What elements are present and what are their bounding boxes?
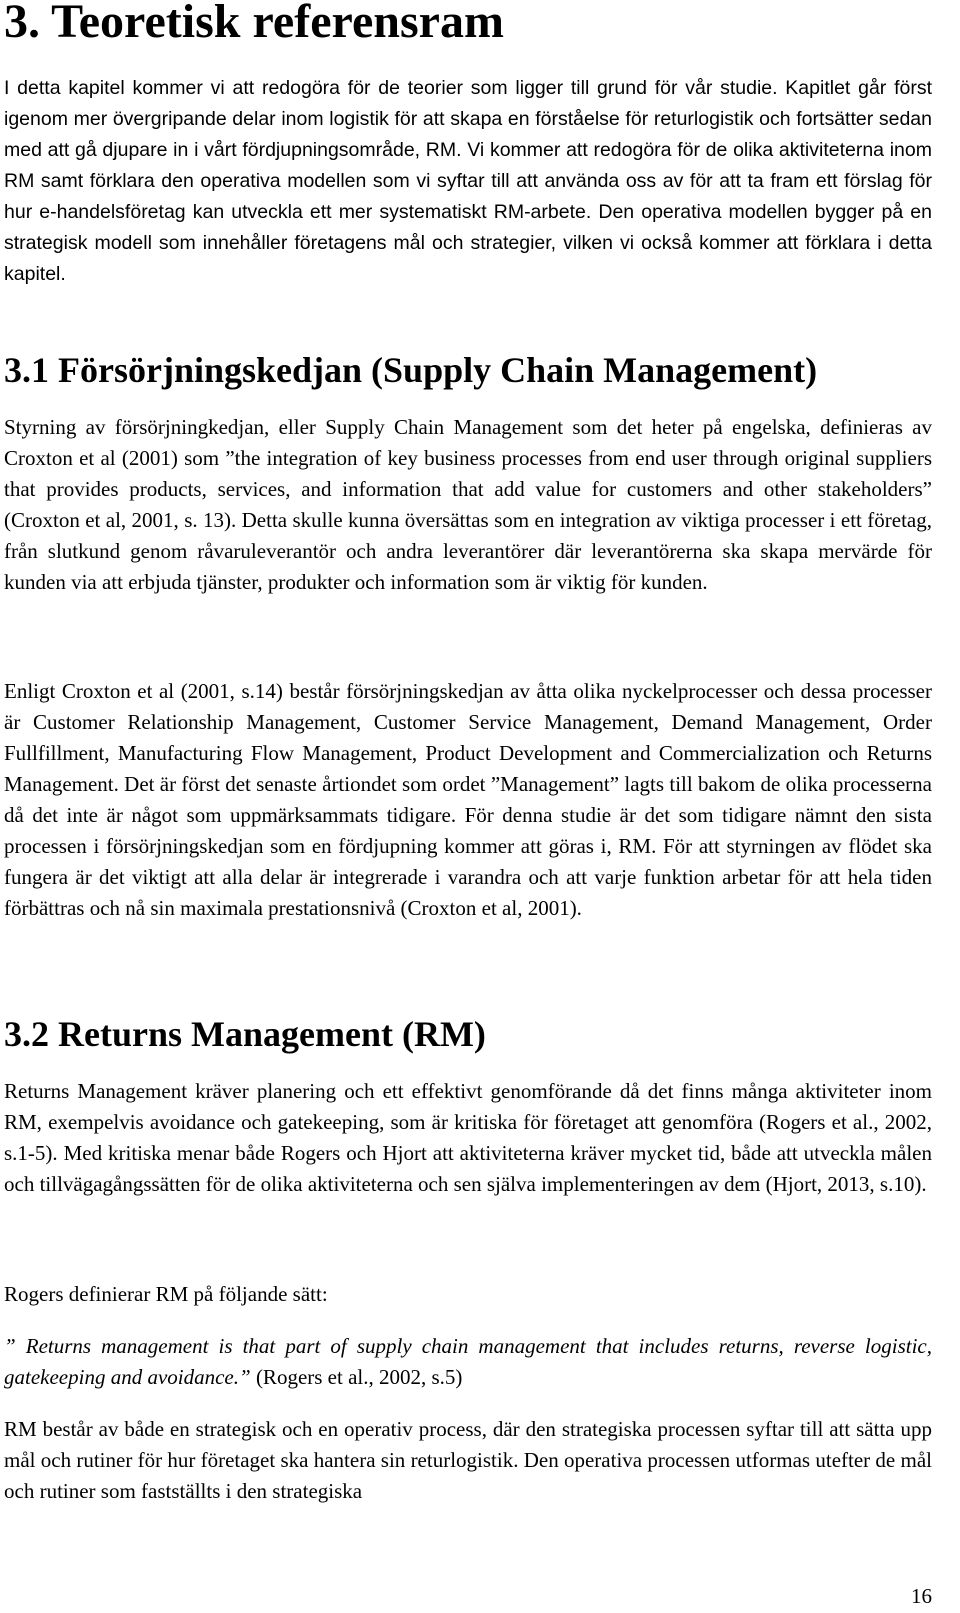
quote-text: ” Returns management is that part of supply chain management that includes returns, reverse logistic, gatekeeping and avoidance.” — [4, 1334, 932, 1389]
section-3-1-heading: 3.1 Försörjningskedjan (Supply Chain Management) — [4, 350, 818, 390]
section-3-1-paragraph-2: Enligt Croxton et al (2001, s.14) består försörjningskedjan av åtta olika nyckelprocesser och dessa processer är Customer Relationship Management, Customer Service Management, Demand Management, Order Fullfillment, Manufacturing Flow Management, Product Development and Commercialization och Returns Management. Det är först det senaste årtiondet som ordet ”Management” lagts till bakom de olika processerna då det inte är något som uppmärksammats tidigare. För denna studie är det som tidigare nämnt den sista processen i försörjningskedjan som en fördjupning kommer att göras i, RM. För att styrningen av flödet ska fungera är det viktigt att alla delar är integrerade i varandra och att varje funktion arbetar för att hela tiden förbättras och nå sin maximala prestationsnivå (Croxton et al, 2001). — [4, 679, 932, 920]
section-3-2-paragraph-3: RM består av både en strategisk och en operativ process, där den strategiska processen syftar till att sätta upp mål och rutiner för hur företaget ska hantera sin returlogistik. Den operativa processen utformas utefter de mål och rutiner som fastställts i den strategiska — [4, 1417, 932, 1503]
chapter-intro-paragraph: I detta kapitel kommer vi att redogöra för de teorier som ligger till grund för vår studie. Kapitlet går först igenom mer övergripande delar inom logistik för att skapa en förståelse för returlogistik och fortsätter sedan med att gå djupare in i vårt fördjupningsområde, RM. Vi kommer att redogöra för de olika aktiviteterna inom RM samt förklara den operativa modellen som vi syftar till att använda oss av för att ta fram ett förslag för hur e-handelsföretag kan utveckla ett mer systematiskt RM-arbete. Den operativa modellen bygger på en strategisk modell som innehåller företagens mål och strategier, vilken vi också kommer att förklara i detta kapitel. — [4, 77, 932, 285]
section-3-1-paragraph-1: Styrning av försörjningkedjan, eller Supply Chain Management som det heter på engelska, definieras av Croxton et al (2001) som ”the integration of key business processes from end user through original suppliers that provides products, services, and information that add value for customers and other stakeholders” (Croxton et al, 2001, s. 13). Detta skulle kunna översättas som en integration av viktiga processer i ett företag, från slutkund genom råvaruleverantör och andra leverantörer där leverantörerna ska skapa mervärde för kunden via att erbjuda tjänster, produkter och information som är viktig för kunden. — [4, 415, 932, 594]
chapter-title: 3. Teoretisk referensram — [4, 0, 504, 48]
rm-definition-quote — [4, 1331, 932, 1393]
section-3-2-heading: 3.2 Returns Management (RM) — [4, 1014, 486, 1054]
section-3-2-paragraph-2: Rogers definierar RM på följande sätt: — [4, 1282, 328, 1306]
quote-citation: (Rogers et al., 2002, s.5) — [250, 1365, 463, 1389]
section-3-2-paragraph-1: Returns Management kräver planering och ett effektivt genomförande då det finns många aktiviteter inom RM, exempelvis avoidance och gatekeeping, som är kritiska för företaget att genomföra (Rogers et al., 2002, s.1-5). Med kritiska menar både Rogers och Hjort att aktiviteterna kräver mycket tid, både att utveckla målen och tillvägagångssätten för de olika aktiviteterna och sen själva implementeringen av dem (Hjort, 2013, s.10). — [4, 1079, 932, 1196]
page-number: 16 — [911, 1584, 932, 1608]
